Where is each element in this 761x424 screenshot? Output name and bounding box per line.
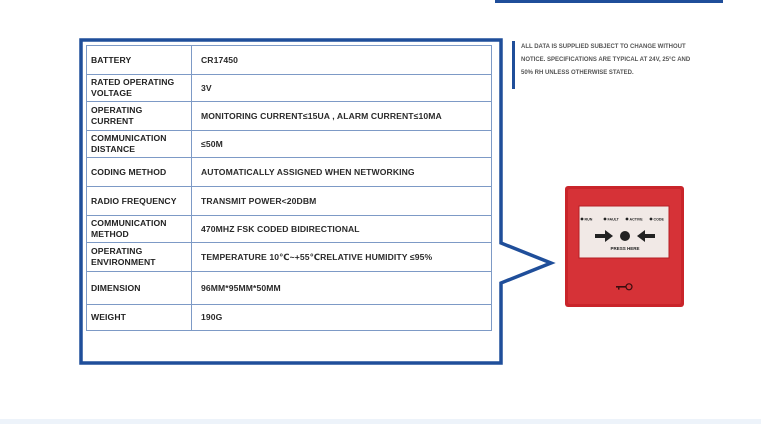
table-row	[87, 131, 492, 158]
indicator-led	[650, 218, 653, 221]
spec-value: TEMPERATURE 10℃~+55℃RELATIVE HUMIDITY ≤95%	[192, 243, 492, 272]
spec-value: 190G	[192, 305, 492, 331]
manual-call-point-image	[565, 186, 684, 307]
spec-value: 3V	[192, 75, 492, 102]
spec-label: COMMUNICATION METHOD	[87, 216, 192, 243]
spec-value: AUTOMATICALLY ASSIGNED WHEN NETWORKING	[192, 158, 492, 187]
table-row	[87, 216, 492, 243]
indicator-label: ACTIVE	[629, 217, 643, 222]
press-here-label: PRESS HERE	[610, 246, 640, 251]
spec-label: RADIO FREQUENCY	[87, 187, 192, 216]
indicator-led	[581, 218, 584, 221]
indicator-label: FAULT	[607, 217, 619, 222]
table-row	[87, 75, 492, 102]
table-row	[87, 272, 492, 305]
spec-label: COMMUNICATION DISTANCE	[87, 131, 192, 158]
spec-value: CR17450	[192, 46, 492, 75]
indicator-led	[604, 218, 607, 221]
spec-label: DIMENSION	[87, 272, 192, 305]
table-row	[87, 102, 492, 131]
indicator-label: CODE	[653, 217, 664, 222]
spec-value: ≤50M	[192, 131, 492, 158]
table-row	[87, 305, 492, 331]
spec-value: 470MHZ FSK CODED BIDIRECTIONAL	[192, 216, 492, 243]
spec-label: RATED OPERATING VOLTAGE	[87, 75, 192, 102]
bottom-rule	[0, 419, 761, 424]
table-row	[87, 243, 492, 272]
spec-label: BATTERY	[87, 46, 192, 75]
press-dot-icon	[620, 231, 630, 241]
spec-value: 96MM*95MM*50MM	[192, 272, 492, 305]
disclaimer-text: ALL DATA IS SUPPLIED SUBJECT TO CHANGE WITHOUT NOTICE. SPECIFICATIONS ARE TYPICAL AT 24V, 25°C AND 50% RH UNLESS OTHERWISE STATED.	[521, 44, 691, 76]
spec-table	[86, 45, 492, 331]
indicator-led	[626, 218, 629, 221]
spec-label: OPERATING ENVIRONMENT	[87, 243, 192, 272]
spec-value: MONITORING CURRENT≤15UA , ALARM CURRENT≤10MA	[192, 102, 492, 131]
indicator-label: RUN	[584, 217, 593, 222]
table-row	[87, 187, 492, 216]
table-row	[87, 158, 492, 187]
disclaimer-accent-bar	[512, 41, 515, 89]
spec-label: OPERATING CURRENT	[87, 102, 192, 131]
spec-value: TRANSMIT POWER<20DBM	[192, 187, 492, 216]
table-row	[87, 46, 492, 75]
spec-label: CODING METHOD	[87, 158, 192, 187]
spec-label: WEIGHT	[87, 305, 192, 331]
